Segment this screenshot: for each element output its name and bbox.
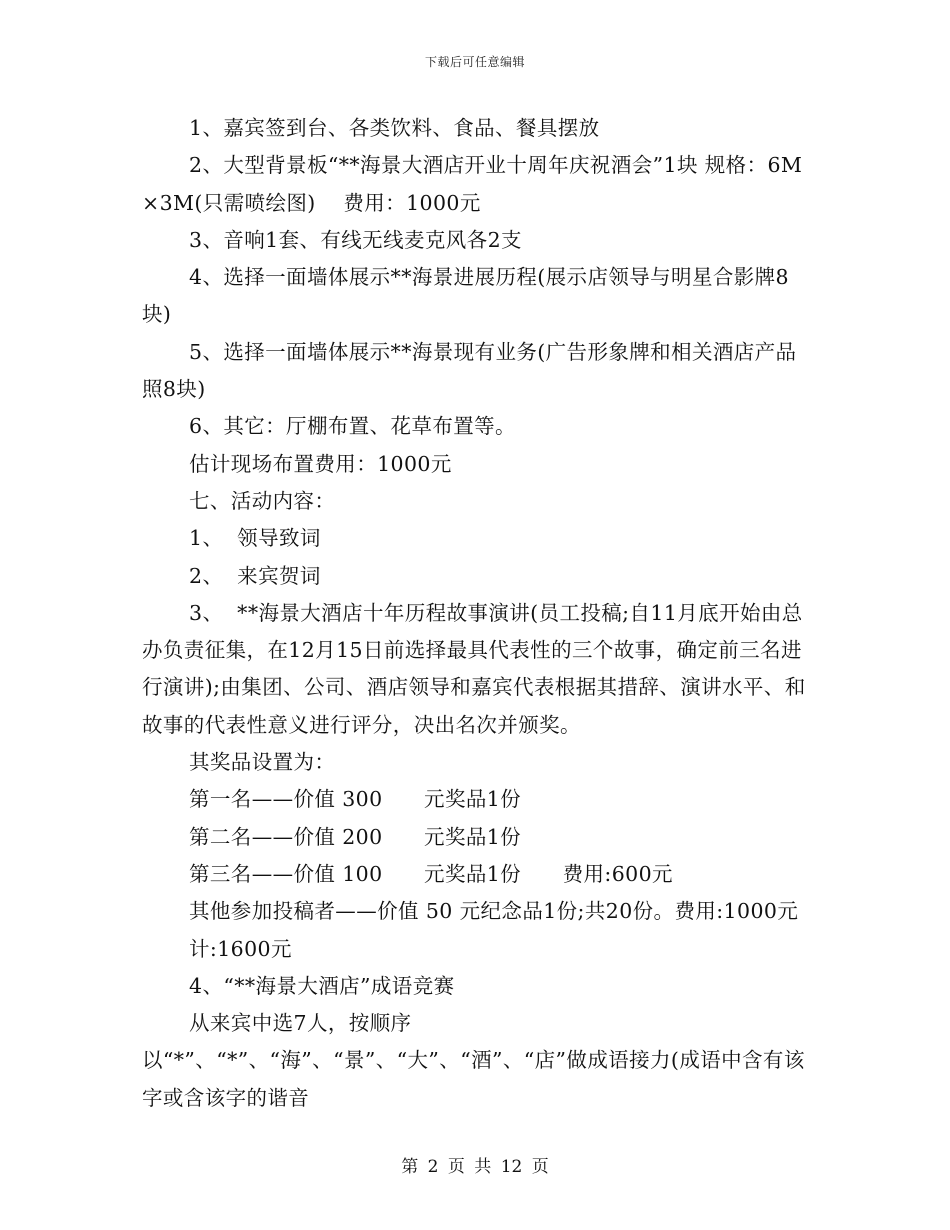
paragraph-prize-total: 计:1600元 xyxy=(189,936,292,961)
paragraph-setup-1: 1、嘉宾签到台、各类饮料、食品、餐具摆放 xyxy=(189,116,600,140)
document-body xyxy=(142,110,814,1117)
paragraph-activity-2: 2、 来宾贺词 xyxy=(189,563,321,588)
paragraph-prize-second: 第二名——价值 200 元奖品1份 xyxy=(189,824,522,849)
paragraph-activity-1: 1、 领导致词 xyxy=(189,526,321,551)
paragraph-setup-cost: 估计现场布置费用：1000元 xyxy=(189,451,452,476)
page-footer: 第 2 页 共 12 页 xyxy=(401,1157,549,1177)
paragraph-prize-third: 第三名——价值 100 元奖品1份 费用:600元 xyxy=(189,861,673,886)
paragraph-setup-3: 3、音响1套、有线无线麦克风各2支 xyxy=(189,227,522,252)
paragraph-prize-first: 第一名——价值 300 元奖品1份 xyxy=(189,787,522,812)
paragraph-setup-2: 2、大型背景板“**海景大酒店开业十周年庆祝酒会”1块 规格：6M×3M(只需喷绘图) 费用：1000元 xyxy=(142,153,803,215)
paragraph-prize-others: 其他参加投稿者——价值 50 元纪念品1份;共20份。费用:1000元 xyxy=(189,899,799,924)
paragraph-activity-3: 3、 **海景大酒店十年历程故事演讲(员工投稿;自11月底开始由总办负责征集，在12月15日前选择最具代表性的三个故事，确定前三名进行演讲);由集团、公司、酒店领导和嘉宾代表根据其措辞、演讲水平、和故事的代表性意义进行评分，决出名次并颁奖。 xyxy=(142,600,806,737)
paragraph-activity-4: 4、“**海景大酒店”成语竞赛 xyxy=(189,973,455,998)
paragraph-setup-6: 6、其它：厅棚布置、花草布置等。 xyxy=(189,414,516,439)
paragraph-idiom-rules: 从来宾中选7人，按顺序以“*”、“*”、“海”、“景”、“大”、“酒”、“店”做成语接力(成语中含有该字或含该字的谐音 xyxy=(142,1011,805,1110)
paragraph-setup-5: 5、选择一面墙体展示**海景现有业务(广告形象牌和相关酒店产品照8块) xyxy=(142,339,797,402)
section-heading-activities: 七、活动内容： xyxy=(189,488,336,513)
paragraph-setup-4: 4、选择一面墙体展示**海景进展历程(展示店领导与明星合影牌8块) xyxy=(142,265,789,327)
paragraph-prize-intro: 其奖品设置为： xyxy=(189,750,336,775)
page-header: 下载后可任意编辑 xyxy=(424,55,525,69)
